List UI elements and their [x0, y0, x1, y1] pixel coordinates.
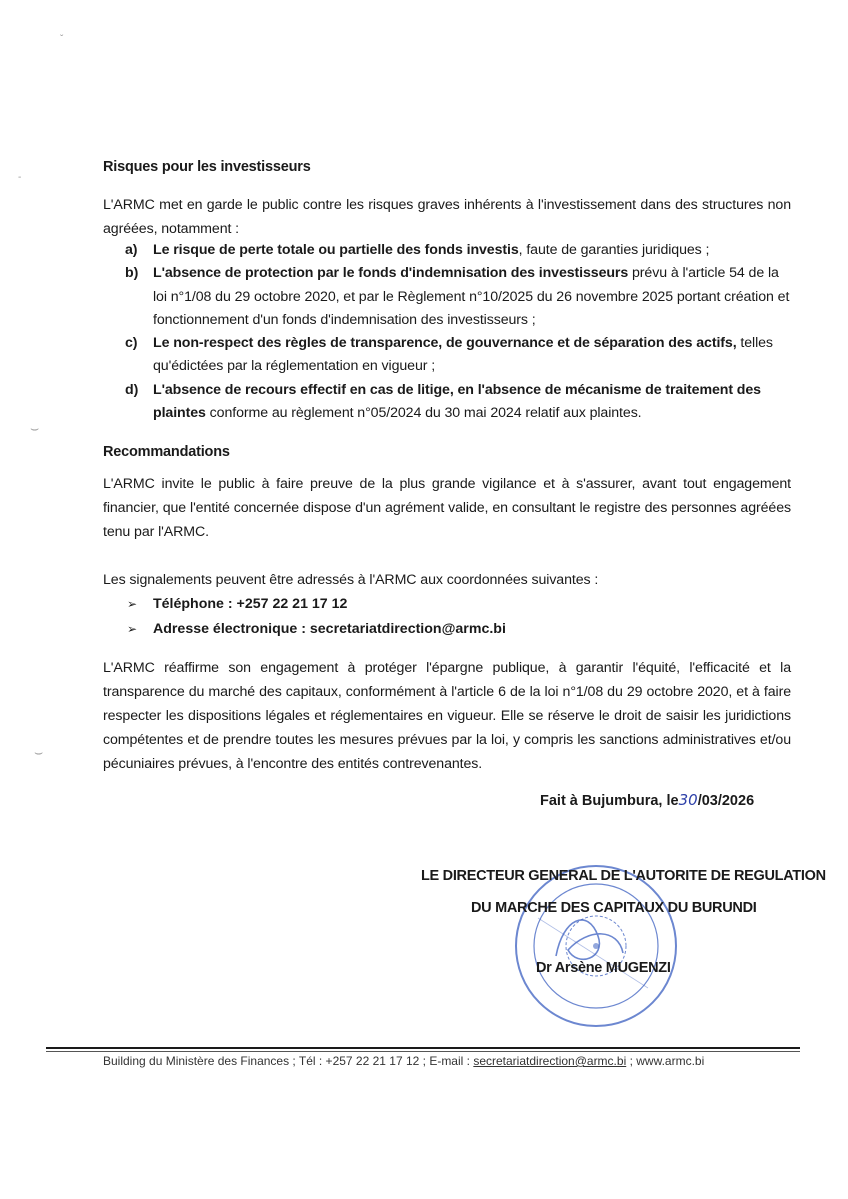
- arrow-bullet-icon: ➢: [127, 597, 138, 611]
- contact-email: ➢ Adresse électronique : secretariatdirection@armc.bi: [127, 617, 506, 642]
- scan-speck: -: [18, 172, 22, 183]
- official-stamp-icon: [498, 858, 703, 1038]
- risks-list: [125, 239, 793, 425]
- recommendations-heading: Recommandations: [103, 444, 230, 460]
- list-marker: a): [125, 242, 138, 258]
- scan-speck: ⌣: [34, 744, 44, 760]
- risks-intro: L'ARMC met en garde le public contre les risques graves inhérents à l'investissement dans des structures non agréées, notamment :: [103, 197, 791, 237]
- list-item: c) Le non-respect des règles de transparence, de gouvernance et de séparation des actifs, telles qu'édictées par la réglementation en vigueur ;: [125, 332, 793, 379]
- scan-speck: ⌣: [30, 420, 40, 436]
- recommendations-paragraph: L'ARMC invite le public à faire preuve de la plus grande vigilance et à s'assurer, avant tout engagement financier, que l'entité concernée dispose d'un agrément valide, en consultant le registre des personnes agréées tenu par l'ARMC.: [103, 476, 791, 540]
- director-name: Dr Arsène MUGENZI: [536, 960, 671, 976]
- director-title-line2: DU MARCHE DES CAPITAUX DU BURUNDI: [471, 900, 757, 916]
- footer: Building du Ministère des Finances ; Tél : +257 22 21 17 12 ; E-mail : secretariatdirection@armc.bi ; www.armc.bi: [103, 1054, 705, 1068]
- director-title-line1: LE DIRECTEUR GENERAL DE L'AUTORITE DE REGULATION: [421, 868, 826, 884]
- scan-speck: ˇ: [60, 34, 64, 45]
- footer-email-link[interactable]: secretariatdirection@armc.bi: [473, 1054, 627, 1068]
- list-marker: d): [125, 381, 139, 398]
- closing-paragraph: L'ARMC réaffirme son engagement à protéger l'épargne publique, à garantir l'équité, l'efficacité et la transparence du marché des capitaux, conformément à l'article 6 de la loi n°1/08 du 29 octobre 2020, et à faire respecter les dispositions légales et réglementaires en vigueur. Elle se réserve le droit de saisir les juridictions compétentes et de prendre toutes les mesures prévues par la loi, y compris les sanctions administratives et/ou pécuniaires prévues, à l'encontre des entités contrevenantes.: [103, 660, 791, 772]
- handwritten-day: 30: [678, 791, 698, 809]
- risks-heading: Risques pour les investisseurs: [103, 159, 311, 175]
- contacts-intro: Les signalements peuvent être adressés à l'ARMC aux coordonnées suivantes :: [103, 572, 599, 588]
- list-marker: b): [125, 265, 139, 282]
- list-item: b) L'absence de protection par le fonds d'indemnisation des investisseurs prévu à l'article 54 de la loi n°1/08 du 29 octobre 2020, et par le Règlement n°10/2025 du 26 novembre 2025 portant création et fonctionnement d'un fonds d'indemnisation des investisseurs ;: [125, 262, 793, 332]
- list-item: d) L'absence de recours effectif en cas de litige, en l'absence de mécanisme de traitement des plaintes conforme au règlement n°05/2024 du 30 mai 2024 relatif aux plaintes.: [125, 379, 793, 426]
- list-marker: c): [125, 335, 138, 352]
- footer-divider: [46, 1051, 800, 1052]
- list-item: a) Le risque de perte totale ou partielle des fonds investis, faute de garanties juridiques ;: [125, 239, 793, 262]
- arrow-bullet-icon: ➢: [127, 622, 138, 636]
- contacts-list: [127, 592, 506, 642]
- place-date: Fait à Bujumbura, le30/03/2026: [540, 791, 755, 809]
- contact-phone: ➢ Téléphone : +257 22 21 17 12: [127, 592, 506, 617]
- footer-divider: [46, 1047, 800, 1049]
